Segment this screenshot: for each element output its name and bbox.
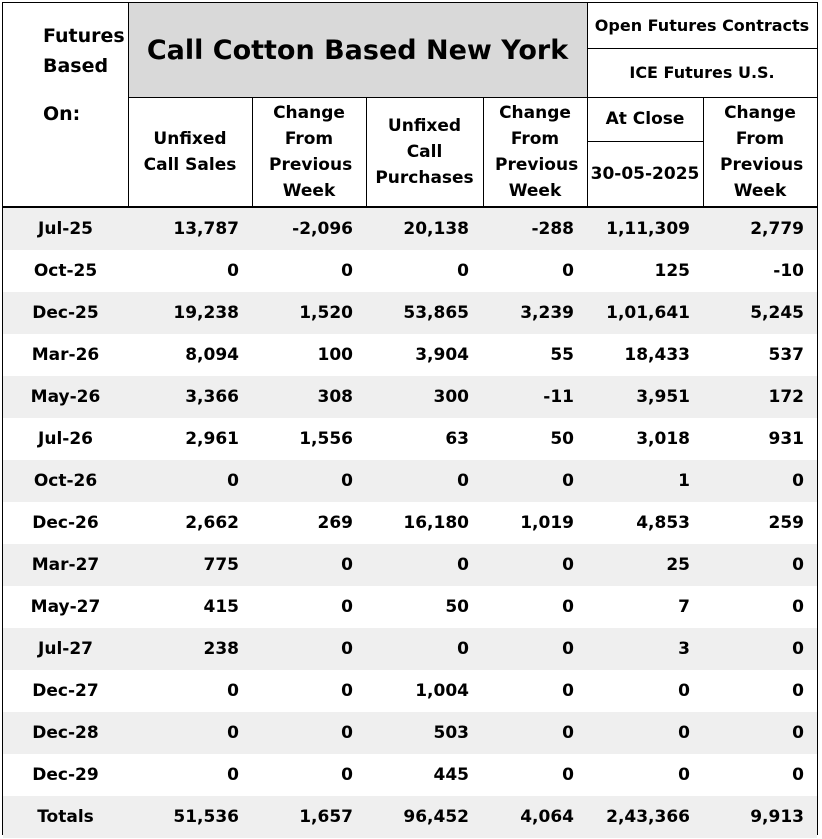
value-cell: 0: [341, 471, 353, 491]
value-cell: 125: [654, 261, 690, 281]
grid-line: [587, 3, 588, 206]
value-cell: 269: [317, 513, 353, 533]
date-header: 30-05-2025: [590, 163, 700, 184]
value-cell: 415: [203, 597, 239, 617]
value-cell: 53,865: [403, 303, 469, 323]
change-purchases-header: Change From Previous Week: [495, 102, 579, 201]
value-cell: 172: [768, 387, 804, 407]
row-month-cell: May-26: [30, 387, 101, 407]
value-cell: 238: [203, 639, 239, 659]
table-row: [3, 586, 817, 628]
row-label-header: [3, 3, 128, 153]
value-cell: 1,657: [299, 807, 353, 827]
value-cell: 0: [227, 681, 239, 701]
table-row: [3, 628, 817, 670]
table-row: [3, 754, 817, 796]
value-cell: 100: [317, 345, 353, 365]
value-cell: 0: [341, 261, 353, 281]
value-cell: 51,536: [173, 807, 239, 827]
table-row: [3, 502, 817, 544]
row-month-cell: Dec-28: [32, 723, 99, 743]
value-cell: 0: [227, 765, 239, 785]
value-cell: 3,366: [185, 387, 239, 407]
value-cell: 0: [341, 681, 353, 701]
value-cell: 20,138: [403, 219, 469, 239]
value-cell: 0: [678, 723, 690, 743]
value-cell: 0: [792, 597, 804, 617]
value-cell: 3,951: [636, 387, 690, 407]
value-cell: 775: [203, 555, 239, 575]
value-cell: 308: [317, 387, 353, 407]
row-month-cell: Totals: [37, 807, 94, 827]
value-cell: 0: [341, 597, 353, 617]
value-cell: 931: [768, 429, 804, 449]
value-cell: 5,245: [750, 303, 804, 323]
value-cell: -2,096: [292, 219, 353, 239]
value-cell: 9,913: [750, 807, 804, 827]
value-cell: 63: [445, 429, 469, 449]
value-cell: 0: [562, 681, 574, 701]
value-cell: 1,019: [520, 513, 574, 533]
value-cell: 0: [792, 471, 804, 491]
row-month-cell: May-27: [30, 597, 101, 617]
value-cell: 0: [792, 723, 804, 743]
grid-line: [252, 97, 253, 206]
value-cell: 0: [457, 555, 469, 575]
value-cell: 0: [678, 681, 690, 701]
value-cell: 4,064: [520, 807, 574, 827]
row-month-cell: Oct-25: [33, 261, 98, 281]
value-cell: 0: [562, 471, 574, 491]
row-month-cell: Dec-25: [32, 303, 99, 323]
value-cell: 3,239: [520, 303, 574, 323]
value-cell: 25: [666, 555, 690, 575]
grid-line: [587, 48, 817, 49]
value-cell: 0: [227, 723, 239, 743]
value-cell: 8,094: [185, 345, 239, 365]
value-cell: 259: [768, 513, 804, 533]
value-cell: 2,779: [750, 219, 804, 239]
value-cell: 0: [341, 765, 353, 785]
value-cell: 0: [792, 765, 804, 785]
value-cell: 445: [433, 765, 469, 785]
value-cell: 0: [341, 555, 353, 575]
row-month-cell: Jul-25: [38, 219, 93, 239]
table-row: [3, 712, 817, 754]
change-open-header: Change From Previous Week: [720, 102, 804, 201]
at-close-header: At Close: [605, 109, 685, 129]
value-cell: 3,904: [415, 345, 469, 365]
value-cell: 0: [457, 471, 469, 491]
grid-line: [366, 97, 367, 206]
value-cell: 0: [227, 471, 239, 491]
value-cell: 3,018: [636, 429, 690, 449]
table-row: [3, 334, 817, 376]
value-cell: 1,01,641: [606, 303, 690, 323]
table-row: [3, 292, 817, 334]
unfixed-purchases-header: Unfixed Call Purchases: [375, 115, 474, 188]
row-month-cell: Mar-27: [31, 555, 100, 575]
table-row: [3, 670, 817, 712]
row-month-cell: Dec-29: [32, 765, 99, 785]
row-month-cell: Dec-27: [32, 681, 99, 701]
table-row: [3, 460, 817, 502]
value-cell: 1,11,309: [606, 219, 690, 239]
value-cell: 2,662: [185, 513, 239, 533]
value-cell: 2,961: [185, 429, 239, 449]
value-cell: -11: [543, 387, 574, 407]
value-cell: 50: [550, 429, 574, 449]
open-contracts-header: Open Futures Contracts: [594, 16, 810, 35]
value-cell: 16,180: [403, 513, 469, 533]
value-cell: 0: [457, 261, 469, 281]
value-cell: 1,520: [299, 303, 353, 323]
value-cell: 0: [562, 765, 574, 785]
value-cell: 300: [433, 387, 469, 407]
row-label-line2: Based: [43, 55, 109, 77]
value-cell: 19,238: [173, 303, 239, 323]
value-cell: 0: [792, 639, 804, 659]
table-row: [3, 418, 817, 460]
value-cell: 4,853: [636, 513, 690, 533]
row-label-line1: Futures: [43, 25, 125, 47]
grid-line: [128, 3, 129, 206]
value-cell: 96,452: [403, 807, 469, 827]
value-cell: 0: [562, 597, 574, 617]
value-cell: 50: [445, 597, 469, 617]
table-row: [3, 376, 817, 418]
row-month-cell: Jul-27: [38, 639, 93, 659]
value-cell: 18,433: [624, 345, 690, 365]
grid-line: [483, 97, 484, 206]
row-month-cell: Mar-26: [31, 345, 100, 365]
value-cell: 0: [562, 639, 574, 659]
unfixed-sales-header: Unfixed Call Sales: [143, 128, 237, 175]
value-cell: 13,787: [173, 219, 239, 239]
row-label-line3: On:: [43, 103, 81, 125]
value-cell: 1,004: [415, 681, 469, 701]
value-cell: -288: [531, 219, 574, 239]
table-title: Call Cotton Based New York: [146, 34, 569, 66]
value-cell: 0: [341, 723, 353, 743]
value-cell: 0: [562, 555, 574, 575]
row-month-cell: Dec-26: [32, 513, 99, 533]
value-cell: 2,43,366: [606, 807, 690, 827]
row-month-cell: Jul-26: [38, 429, 93, 449]
value-cell: 0: [678, 765, 690, 785]
value-cell: 0: [341, 639, 353, 659]
value-cell: 1: [678, 471, 690, 491]
value-cell: 7: [678, 597, 690, 617]
table-row: [3, 250, 817, 292]
value-cell: 0: [562, 723, 574, 743]
value-cell: 503: [433, 723, 469, 743]
value-cell: 0: [562, 261, 574, 281]
row-month-cell: Oct-26: [33, 471, 98, 491]
table-row: [3, 544, 817, 586]
totals-row: [3, 796, 817, 838]
value-cell: 0: [227, 261, 239, 281]
table-row: [3, 208, 817, 250]
value-cell: 0: [792, 681, 804, 701]
exchange-header: ICE Futures U.S.: [629, 63, 775, 82]
grid-line: [703, 97, 704, 206]
change-sales-header: Change From Previous Week: [269, 102, 353, 201]
value-cell: -10: [773, 261, 804, 281]
grid-line: [587, 141, 703, 142]
value-cell: 0: [792, 555, 804, 575]
value-cell: 0: [457, 639, 469, 659]
table-title-block: [128, 3, 587, 97]
value-cell: 55: [550, 345, 574, 365]
value-cell: 1,556: [299, 429, 353, 449]
grid-line: [128, 97, 817, 98]
value-cell: 3: [678, 639, 690, 659]
value-cell: 537: [768, 345, 804, 365]
